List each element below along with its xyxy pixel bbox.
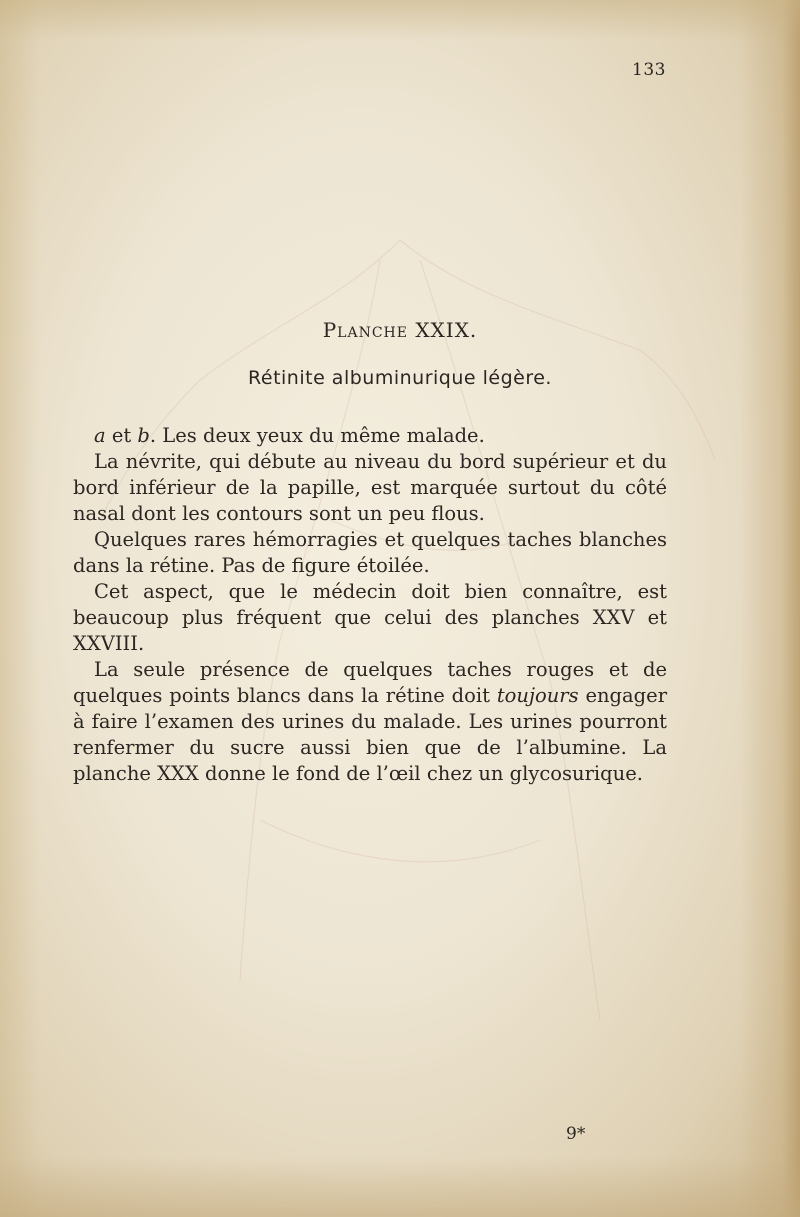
paper-edge-right [740,0,800,1217]
emphasis-text: toujours [496,684,579,707]
body-text [73,423,667,787]
paragraph-hemorragies: Quelques rares hémorragies et quelques taches blanches dans la rétine. Pas de figure étoilée. [73,528,667,577]
plate-subtitle: Rétinite albuminurique légère. [248,367,552,389]
page-number: 133 [632,60,666,80]
figure-label-b: b [137,424,150,447]
paragraph-text: La seule présence de quelques taches rouges et de quelques points blancs dans la rétine doit [73,658,667,707]
paragraph-examen [73,657,667,787]
paragraph-text: et [105,424,138,447]
paper-edge-bottom [0,1157,800,1217]
paragraph-figure-labels [73,423,667,449]
signature-mark: 9* [566,1124,586,1144]
paper-edge-left [0,0,40,1217]
plate-title: Planche XXIX. [322,318,478,342]
paragraph-text: engager à faire l’examen des urines du malade. Les urines pourront renfermer du sucre aussi bien que de l’albumine. La planche XXX donne le fond de l’œil chez un glycosurique. [73,684,668,785]
paragraph-aspect: Cet aspect, que le médecin doit bien connaître, est beaucoup plus fréquent que celui des planches XXV et XXVIII. [73,580,667,655]
figure-label-a: a [94,424,106,447]
paper-edge-top [0,0,800,40]
paragraph-nevrite: La névrite, qui débute au niveau du bord supérieur et du bord inférieur de la papille, est marquée surtout du côté nasal dont les contours sont un peu flous. [73,450,667,525]
paragraph-text: . Les deux yeux du même malade. [149,424,485,447]
